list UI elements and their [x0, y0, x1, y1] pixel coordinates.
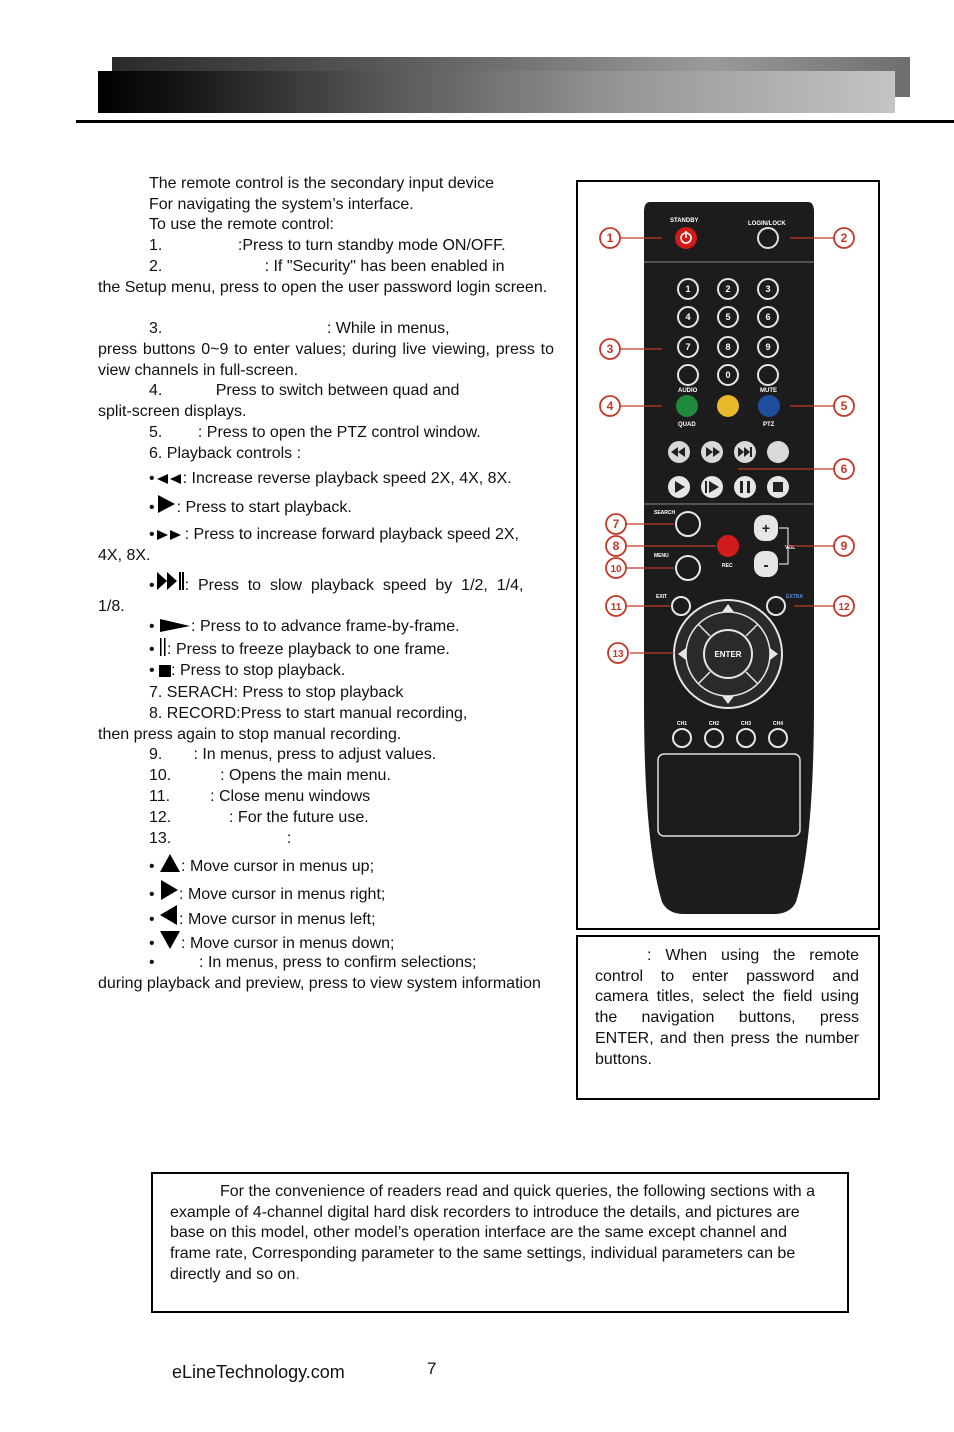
label-ch4: CH4 — [772, 721, 784, 727]
callout-12: 12 — [838, 602, 850, 613]
svg-text:-: - — [763, 557, 769, 574]
intro-line-1: The remote control is the secondary input device — [149, 175, 495, 192]
nav-down-text: : Move cursor in menus down; — [181, 935, 395, 952]
enter-desc: during playback and preview, press to view system information — [98, 975, 541, 992]
play-icon — [155, 494, 177, 514]
nav-left: • : Move cursor in menus left; — [149, 904, 376, 931]
fast-forward-icon — [155, 529, 185, 541]
pb-slow: • : Press to slow playback speed by 1/2, 1/4, — [149, 570, 523, 597]
slow-icon — [155, 570, 185, 592]
note-body: : When using the remote control to enter password and camera titles, select the field using the navigation buttons, press ENTER, and then press the number buttons. — [595, 947, 859, 1068]
item-8-desc: then press again to stop manual recording. — [98, 726, 402, 743]
note-text — [595, 946, 859, 1070]
convenience-text — [170, 1182, 830, 1286]
arrow-left-icon — [159, 904, 179, 926]
enter-line: • : In menus, press to confirm selections; — [149, 954, 477, 971]
callout-2: 2 — [840, 231, 848, 245]
header-banner-front — [98, 71, 895, 113]
pb-pause-text: : Press to freeze playback to one frame. — [167, 641, 450, 658]
item-11-exit: 11. : Close menu windows — [149, 788, 371, 805]
audio-quad-button — [676, 395, 698, 417]
pb-reverse-text: : Increase reverse playback speed 2X, 4X, 8X. — [182, 470, 512, 487]
label-ptz: PTZ — [763, 422, 775, 428]
item-13-nav: 13. : — [149, 830, 292, 847]
callout-13: 13 — [612, 649, 624, 660]
label-login: LOGIN/LOCK — [748, 221, 786, 227]
callout-10: 10 — [610, 564, 622, 575]
item-10-menu: 10. : Opens the main menu. — [149, 767, 391, 784]
stop-icon — [159, 665, 171, 677]
item-2-login: 2. : If "Security" has been enabled in — [149, 258, 505, 275]
item-3-numbers: 3. : While in menus, — [149, 320, 450, 337]
pb-fastforward: • : Press to increase forward playback speed 2X, — [149, 526, 519, 543]
item-1-standby: 1. :Press to turn standby mode ON/OFF. — [149, 237, 506, 254]
item-9-vol: 9. : In menus, press to adjust values. — [149, 746, 437, 763]
callout-1: 1 — [606, 231, 614, 245]
callout-6: 6 — [840, 462, 848, 476]
label-mute: MUTE — [760, 388, 777, 394]
pause-icon — [159, 638, 167, 656]
mute-ptz-button — [758, 395, 780, 417]
nav-up: • : Move cursor in menus up; — [149, 853, 374, 878]
pb-pause: • : Press to freeze playback to one frame. — [149, 638, 450, 661]
item-3-desc: press buttons 0~9 to enter values; during live viewing, press to view channels in full-screen. — [98, 341, 554, 379]
pb-reverse: • : Increase reverse playback speed 2X, 4X, 8X. — [149, 470, 512, 487]
pb-slow-text: : Press to slow playback speed by 1/2, 1/4, — [184, 577, 524, 594]
digit-3: 3 — [765, 284, 771, 294]
digit-2: 2 — [725, 284, 731, 294]
label-ch1: CH1 — [676, 721, 688, 727]
svg-text:+: + — [761, 520, 771, 536]
digit-4: 4 — [685, 312, 691, 322]
pb-frame-text: : Press to to advance frame-by-frame. — [191, 618, 460, 635]
digit-9: 9 — [765, 342, 771, 352]
label-audio: AUDIO — [678, 388, 698, 394]
label-quad: QUAD — [678, 422, 696, 428]
label-vol: VOL — [785, 545, 796, 551]
nav-down: • : Move cursor in menus down; — [149, 930, 394, 955]
pb-play-text: : Press to start playback. — [176, 499, 352, 516]
arrow-down-icon — [159, 930, 181, 950]
digit-0: 0 — [725, 370, 731, 380]
item-4-quad: 4. Press to switch between quad and — [149, 382, 460, 399]
item-7-search: 7. SERACH: Press to stop playback — [149, 684, 404, 701]
page-number: 7 — [427, 1359, 437, 1378]
nav-left-text: : Move cursor in menus left; — [179, 911, 376, 928]
digit-8: 8 — [725, 342, 731, 352]
label-rec: REC — [722, 563, 733, 569]
callout-8: 8 — [612, 539, 620, 553]
record-button — [717, 535, 739, 557]
label-exit: EXIT — [656, 594, 668, 600]
nav-right-text: : Move cursor in menus right; — [179, 886, 386, 903]
label-enter: ENTER — [714, 650, 742, 659]
nav-right: • : Move cursor in menus right; — [149, 879, 385, 906]
callout-9: 9 — [840, 539, 848, 553]
digit-6: 6 — [765, 312, 771, 322]
rewind-icon — [155, 473, 183, 485]
label-menu: MENU — [654, 553, 669, 559]
header-rule — [76, 120, 954, 123]
pb-ff-text: : Press to increase forward playback speed 2X, — [184, 526, 519, 543]
pb-slow-cont: 1/8. — [98, 598, 125, 615]
callout-7: 7 — [612, 517, 620, 531]
arrow-right-icon — [159, 879, 179, 901]
callout-5: 5 — [840, 399, 848, 413]
item-2-desc: the Setup menu, press to open the user password login screen. — [98, 279, 548, 296]
yellow-button — [717, 395, 739, 417]
label-ch2: CH2 — [708, 721, 720, 727]
frame-advance-icon — [159, 617, 191, 633]
nav-up-text: : Move cursor in menus up; — [181, 858, 375, 875]
pb-ff-cont: 4X, 8X. — [98, 547, 151, 564]
label-standby: STANDBY — [670, 218, 699, 224]
convenience-body: For the convenience of readers read and quick queries, the following sections with a example of 4-channel digital hard disk recorders to introduce the details, and pictures are base on this model, other model’s operation interface are the same except channel and frame rate, Corresponding parameter to the same settings, individual parameters can be directly and so on — [170, 1183, 816, 1283]
callout-4: 4 — [606, 399, 614, 413]
callout-11: 11 — [610, 602, 622, 613]
item-5-ptz: 5. : Press to open the PTZ control window. — [149, 424, 481, 441]
label-search: SEARCH — [654, 510, 676, 516]
remote-control-illustration — [578, 182, 874, 924]
intro-line-2: For navigating the system’s interface. — [149, 196, 414, 213]
arrow-up-icon — [159, 853, 181, 873]
pb-play: • : Press to start playback. — [149, 494, 352, 519]
digit-7: 7 — [685, 342, 691, 352]
item-4-desc: split-screen displays. — [98, 403, 247, 420]
item-8-record: 8. RECORD:Press to start manual recording, — [149, 705, 468, 722]
callout-3: 3 — [606, 342, 614, 356]
digit-1: 1 — [685, 284, 691, 294]
pb-frame: • : Press to to advance frame-by-frame. — [149, 618, 460, 635]
item-12-extra: 12. : For the future use. — [149, 809, 369, 826]
item-6-playback: 6. Playback controls : — [149, 445, 302, 462]
footer-site: eLineTechnology.com — [172, 1362, 345, 1382]
label-extra: EXTRA — [786, 594, 803, 600]
pb-stop-text: : Press to stop playback. — [171, 662, 346, 679]
pb-stop: • : Press to stop playback. — [149, 662, 346, 679]
digit-5: 5 — [725, 312, 731, 322]
convenience-trail: . — [295, 1265, 300, 1283]
intro-line-3: To use the remote control: — [149, 216, 334, 233]
label-ch3: CH3 — [740, 721, 752, 727]
